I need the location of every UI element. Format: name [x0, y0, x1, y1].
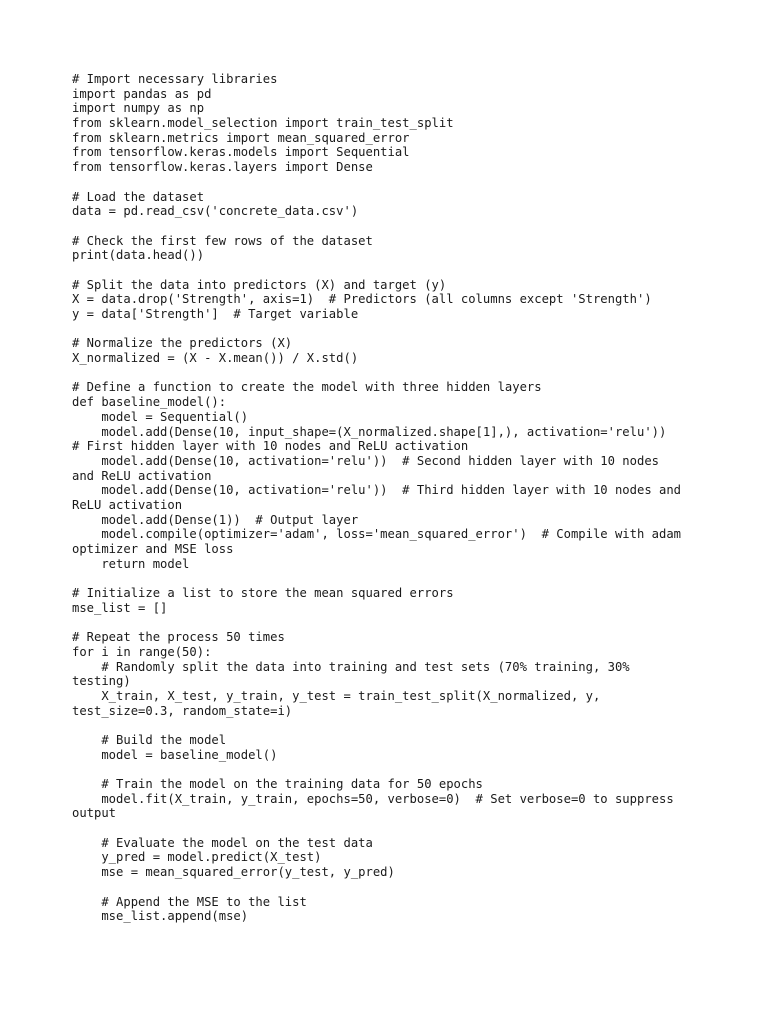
- code-line: test_size=0.3, random_state=i): [72, 703, 293, 718]
- code-line: # Randomly split the data into training and test sets (70% training, 30%: [72, 659, 630, 674]
- code-line: # Normalize the predictors (X): [72, 336, 293, 351]
- blank-line: [72, 322, 712, 337]
- code-line: from sklearn.model_selection import train_test_split: [72, 116, 454, 131]
- code-line: # Build the model: [72, 732, 227, 747]
- code-line: def baseline_model():: [72, 395, 227, 410]
- code-line: output: [72, 806, 117, 821]
- code-line: # Import necessary libraries: [72, 72, 278, 86]
- code-line: # Define a function to create the model with three hidden layers: [72, 380, 542, 395]
- code-line: ReLU activation: [72, 497, 183, 512]
- code-line: from tensorflow.keras.layers import Dense: [72, 160, 373, 175]
- code-line: # Evaluate the model on the test data: [72, 835, 373, 850]
- code-line: model.add(Dense(10, activation='relu')) # Second hidden layer with 10 nodes: [72, 453, 659, 468]
- code-line: mse_list = []: [72, 600, 168, 615]
- code-block: [72, 72, 712, 924]
- code-line: for i in range(50):: [72, 644, 212, 659]
- code-line: model.fit(X_train, y_train, epochs=50, verbose=0) # Set verbose=0 to suppress: [72, 791, 674, 806]
- code-line: from tensorflow.keras.models import Sequential: [72, 145, 410, 160]
- code-line: testing): [72, 674, 131, 689]
- code-line: model.add(Dense(10, input_shape=(X_normalized.shape[1],), activation='relu')): [72, 424, 667, 439]
- code-line: # Split the data into predictors (X) and target (y): [72, 277, 447, 292]
- blank-line: [72, 821, 712, 836]
- code-line: print(data.head()): [72, 248, 205, 263]
- code-line: y = data['Strength'] # Target variable: [72, 307, 359, 321]
- code-line: X_train, X_test, y_train, y_test = train_test_split(X_normalized, y,: [72, 688, 601, 703]
- code-line: # First hidden layer with 10 nodes and ReLU activation: [72, 439, 469, 454]
- blank-line: [72, 219, 712, 234]
- blank-line: [72, 880, 712, 895]
- code-line: data = pd.read_csv('concrete_data.csv'): [72, 204, 359, 219]
- code-line: from sklearn.metrics import mean_squared_error: [72, 130, 410, 145]
- blank-line: [72, 366, 712, 381]
- code-line: model.add(Dense(1)) # Output layer: [72, 512, 359, 527]
- code-line: y_pred = model.predict(X_test): [72, 850, 322, 865]
- code-line: model.add(Dense(10, activation='relu')) # Third hidden layer with 10 nodes and: [72, 483, 682, 498]
- code-line: model = Sequential(): [72, 409, 249, 424]
- code-line: model = baseline_model(): [72, 747, 278, 762]
- blank-line: [72, 571, 712, 586]
- blank-line: [72, 718, 712, 733]
- code-line: # Append the MSE to the list: [72, 894, 307, 909]
- code-line: model.compile(optimizer='adam', loss='mean_squared_error') # Compile with adam: [72, 527, 682, 542]
- code-line: # Check the first few rows of the dataset: [72, 233, 373, 248]
- blank-line: [72, 263, 712, 278]
- code-line: mse_list.append(mse): [72, 909, 249, 924]
- code-line: import numpy as np: [72, 101, 205, 116]
- code-line: # Train the model on the training data for 50 epochs: [72, 777, 483, 791]
- code-line: import pandas as pd: [72, 86, 212, 101]
- code-line: # Initialize a list to store the mean squared errors: [72, 586, 454, 601]
- code-line: optimizer and MSE loss: [72, 542, 234, 556]
- code-line: and ReLU activation: [72, 468, 212, 483]
- code-line: # Load the dataset: [72, 189, 205, 204]
- code-line: X_normalized = (X - X.mean()) / X.std(): [72, 351, 359, 366]
- blank-line: [72, 175, 712, 190]
- blank-line: [72, 762, 712, 777]
- code-line: # Repeat the process 50 times: [72, 630, 285, 645]
- code-line: mse = mean_squared_error(y_test, y_pred): [72, 865, 395, 880]
- blank-line: [72, 615, 712, 630]
- code-line: X = data.drop('Strength', axis=1) # Predictors (all columns except 'Strength'): [72, 292, 652, 307]
- code-line: return model: [72, 556, 190, 571]
